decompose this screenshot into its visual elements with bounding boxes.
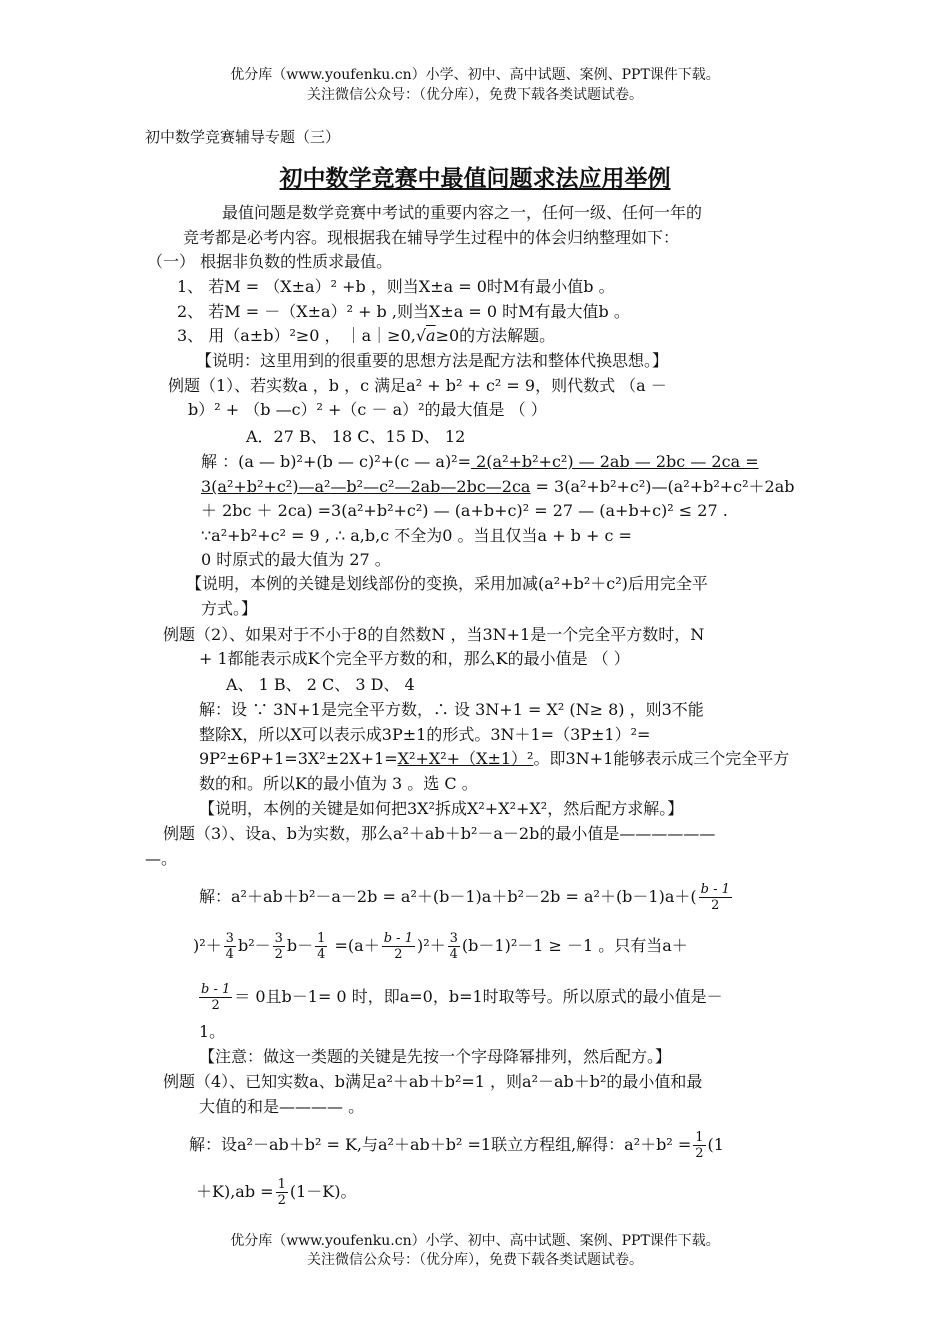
example-1-solution-line-2: 3(a²+b²+c²)—a²—b²—c²—2ab—2bc—2ca = 3(a²+b²+c²)—(a²+b²+c²＋2ab: [201, 477, 795, 496]
example-1-solution-line-1: 解 ：(a — b)²+(b — c)²+(c — a)²= 2(a²+b²+c²) — 2ab — 2bc — 2ca =: [201, 452, 759, 471]
fraction-3-over-4-b: $\frac{3}{4}$: [449, 931, 458, 962]
sqrt-symbol: √: [415, 326, 427, 345]
fraction-1-over-4: $\frac{1}{4}$: [317, 931, 326, 962]
footer-line-1: 优分库（www.youfenku.cn）小学、初中、高中试题、案例、PPT课件下载。: [230, 1233, 720, 1249]
example-1-options: A．27 B、 18 C、15 D、 12: [246, 427, 466, 446]
example-1-question-line-2: b）² + （b —c）² +（c － a）²的最大值是 （ ）: [188, 400, 547, 419]
fraction-b-minus-1-over-2-c: $\frac{b - 1}{2}$: [201, 982, 231, 1013]
example-2-solution-line-4: 数的和。所以K的最小值为 3 。选 C 。: [199, 774, 478, 793]
example-1-solution-line-4: ∵a²+b²+c² = 9 , ∴ a,b,c 不全为0 。当且仅当a + b + c =: [201, 526, 632, 545]
example-2-options: A、 1 B、 2 C、 3 D、 4: [226, 675, 415, 694]
fraction-1-over-2-b: $\frac{1}{2}$: [277, 1177, 286, 1208]
example-3-solution-line-1: 解：a²＋ab＋b²－a－2b = a²＋(b－1)a＋b²－2b = a²＋(b－1)a＋( $\frac{b - 1}{2}$: [199, 882, 730, 913]
rule-2: 2、 若M = －（X±a）² + b ,则当X±a = 0 时M有最大值b 。: [177, 302, 630, 321]
example-1-note-line-1: 【说明，本例的关键是划线部份的变换，采用加减(a²+b²＋c²)后用完全平: [186, 574, 708, 593]
intro-line-2: 竞考都是必考内容。现根据我在辅导学生过程中的体会归纳整理如下：: [183, 228, 680, 247]
rule-1: 1、 若M = （X±a）² +b ，则当X±a = 0时M有最小值b 。: [177, 277, 615, 296]
example-2-solution-line-3: 9P²±6P+1=3X²±2X+1=X²+X²+（X±1）²。即3N+1能够表示成三个完全平方: [199, 749, 790, 768]
intro-line-1: 最值问题是数学竞赛中考试的重要内容之一，任何一级、任何一年的: [222, 203, 703, 222]
example-3-note: 【注意：做这一类题的关键是先按一个字母降幂排列，然后配方。】: [199, 1047, 672, 1066]
note-1: 【说明：这里用到的很重要的思想方法是配方法和整体代换思想。】: [196, 351, 669, 370]
example-2-question-line-1: 例题（2）、如果对于不小于8的自然数N ，当3N+1是一个完全平方数时，N: [163, 625, 705, 644]
example-2-solution-line-1: 解：设 ∵ 3N+1是完全平方数，∴ 设 3N+1 = X² (N≥ 8) ，则3不能: [199, 700, 704, 719]
fraction-b-minus-1-over-2: $\frac{b - 1}{2}$: [700, 882, 730, 913]
example-1-solution-line-5: 0 时原式的最大值为 27 。: [201, 550, 391, 569]
header-line-1: 优分库（www.youfenku.cn）小学、初中、高中试题、案例、PPT课件下载。: [230, 67, 720, 83]
example-3-solution-line-2: )²＋ $\frac{3}{4}$ b²－ $\frac{3}{2}$ b－ $\frac{1}{4}$ =(a＋ $\frac{b - 1}{2}$ )²＋ $\frac{3}{4}$ (b－1)²－1 ≥ －1 。只有当a＋: [193, 931, 688, 962]
example-4-solution-line-2: ＋K),ab = $\frac{1}{2}$ (1－K)。: [196, 1177, 357, 1208]
example-3-solution-line-3: $\frac{b - 1}{2}$ ＝ 0且b－1= 0 时，即a=0，b=1时取等号。所以原式的最小值是－: [201, 982, 723, 1013]
example-3-question-line-2: —。: [145, 849, 178, 868]
section-heading: （一） 根据非负数的性质求最值。: [147, 252, 393, 271]
example-4-solution-line-1: 解：设a²－ab＋b² = K,与a²＋ab＋b² =1联立方程组,解得：a²＋b² = $\frac{1}{2}$ (1: [189, 1130, 724, 1161]
page-title: 初中数学竞赛中最值问题求法应用举例: [279, 165, 671, 192]
example-4-question-line-1: 例题（4）、已知实数a、b满足a²＋ab＋b²=1 ，则a²－ab＋b²的最小值和最: [163, 1072, 703, 1091]
fraction-3-over-4: $\frac{3}{4}$: [225, 931, 234, 962]
example-1-question-line-1: 例题（1）、若实数a ，b ，c 满足a² + b² + c² = 9，则代数式 （a －: [168, 376, 667, 395]
example-1-note-line-2: 方式。】: [201, 599, 258, 618]
example-3-solution-line-4: 1。: [199, 1022, 226, 1041]
example-2-solution-line-2: 整除X，所以X可以表示成3P±1的形式。3N＋1=（3P±1）²=: [199, 725, 651, 744]
fraction-3-over-2: $\frac{3}{2}$: [274, 931, 283, 962]
example-2-note: 【说明，本例的关键是如何把3X²拆成X²+X²+X²，然后配方求解。】: [199, 799, 684, 818]
footer-line-2: 关注微信公众号：（优分库），免费下载各类试题试卷。: [307, 1252, 643, 1268]
example-3-question-line-1: 例题（3）、设a、b为实数，那么a²＋ab＋b²－a－2b的最小值是——————: [163, 824, 716, 843]
example-4-question-line-2: 大值的和是———— 。: [199, 1097, 365, 1116]
example-2-question-line-2: + 1都能表示成K个完全平方数的和，那么K的最小值是 （ ）: [199, 649, 630, 668]
rule-3: 3、 用（a±b）²≥0 ， ｜a｜≥0,√a≥0的方法解题。: [177, 326, 556, 345]
fraction-1-over-2: $\frac{1}{2}$: [695, 1130, 704, 1161]
fraction-b-minus-1-over-2-b: $\frac{b - 1}{2}$: [383, 931, 413, 962]
series-label: 初中数学竞赛辅导专题（三）: [145, 128, 341, 146]
example-1-solution-line-3: ＋ 2bc ＋ 2ca) =3(a²+b²+c²) — (a+b+c)² = 27 — (a+b+c)² ≤ 27 .: [201, 501, 728, 520]
header-line-2: 关注微信公众号：（优分库），免费下载各类试题试卷。: [307, 87, 643, 103]
